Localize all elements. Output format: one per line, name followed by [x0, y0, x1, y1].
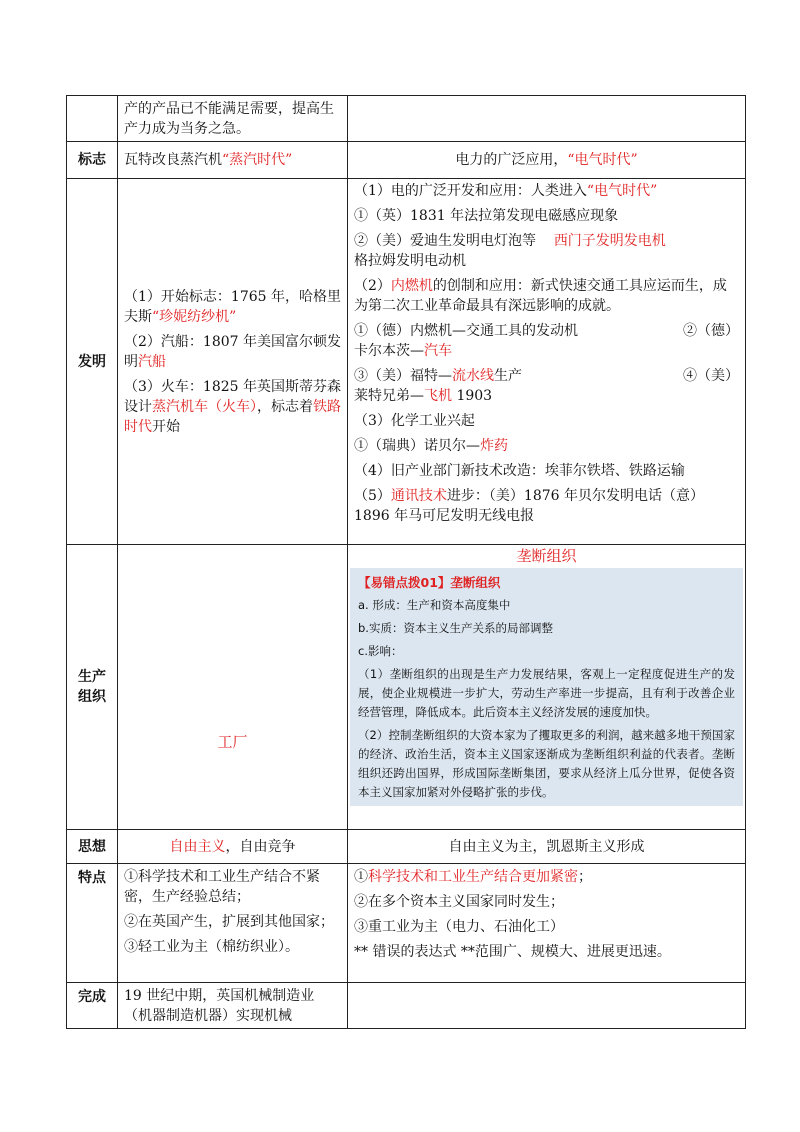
- faming-right-3-text: ②（美）爱迪生发明电灯泡等: [354, 233, 536, 249]
- cell-sixiang-right: 自由主义为主，凯恩斯主义形成: [348, 830, 746, 864]
- row-wancheng: [67, 983, 746, 1029]
- cell-continuation-left: [118, 96, 348, 142]
- biaozhi-left-red: “蒸汽时代”: [222, 152, 293, 168]
- biaozhi-right-red: “电气时代”: [567, 152, 638, 168]
- continuation-text: 产的产品已不能满足需要，提高生产力成为当务之急。: [124, 101, 334, 137]
- biaozhi-left-text: 瓦特改良蒸汽机: [124, 152, 222, 168]
- faming-left-1-red: “珍妮纺纱机”: [152, 308, 237, 325]
- row-sixiang: [67, 830, 746, 864]
- tip-paragraph-1: （1）垄断组织的出现是生产力发展结果，客观上一定程度促进生产的发展，使企业规模进一步扩大，劳动生产率进一步提高，且有利于改善企业经营管理，降低成本。此后资本主义经济发展的速度加快。: [358, 667, 735, 719]
- tip-item-a: a. 形成：生产和资本高度集中: [358, 598, 511, 612]
- tedian-right-1-b: ；: [578, 869, 592, 885]
- tedian-right-1-a: ①: [354, 869, 368, 885]
- tedian-right-4: ** 错误的表达式 **范围广、规模大、进展更迅速。: [354, 944, 671, 960]
- faming-left-3-text-a: （3）火车：1825 年英国斯蒂芬森设计: [124, 378, 341, 415]
- faming-left-2-red: 汽船: [138, 353, 166, 370]
- faming-left-3-text-b: ，标志着: [257, 398, 313, 415]
- faming-right-8-text: ①（瑞典）诺贝尔—: [354, 438, 480, 454]
- cell-faming-left: [118, 179, 348, 545]
- cell-tedian-left: [118, 864, 348, 983]
- cell-faming-right: [348, 179, 746, 545]
- faming-right-8-red: 炸药: [480, 438, 508, 454]
- faming-right-4-text-b: 的创制和应用：新式快速交通工具应运而生，成为第二次工业革命最具有深远影响的成就。: [354, 278, 727, 314]
- faming-right-10-text-b: 进步：（美）1876 年贝尔发明电话（意）1896 年马可尼发明无线电报: [354, 488, 704, 524]
- cell-wancheng-left: [118, 983, 348, 1029]
- row-label-faming: 发明: [67, 179, 118, 545]
- tip-title: 【易错点拨01】垄断组织: [358, 575, 501, 590]
- faming-right-2: ①（英）1831 年法拉第发现电磁感应现象: [354, 208, 619, 224]
- faming-right-10-red: 通讯技术: [390, 488, 447, 504]
- faming-right-6-red: 流水线: [452, 368, 494, 384]
- row-label-empty: [67, 96, 118, 142]
- faming-left-3: [124, 377, 341, 437]
- row-label-shengchan: [67, 545, 118, 830]
- faming-right-4-red: 内燃机: [390, 278, 433, 294]
- tedian-right-1-red: 科学技术和工业生产结合更加紧密: [368, 869, 578, 885]
- faming-right-3-red: 西门子发明发电机: [553, 233, 666, 249]
- biaozhi-right-text: 电力的广泛应用，: [455, 152, 568, 168]
- row-label-sixiang: 思想: [67, 830, 118, 864]
- row-label-shengchan-line2: 组织: [78, 689, 106, 705]
- faming-right-5-red: 汽车: [424, 343, 452, 359]
- faming-left-3-red2: 铁路时代: [124, 398, 341, 435]
- faming-left-2: [124, 332, 341, 372]
- faming-left-3-text-c: 开始: [152, 418, 180, 435]
- faming-right-8: [354, 436, 739, 456]
- tedian-right-3: ③重工业为主（电力、石油化工）: [354, 919, 564, 935]
- faming-right-6-text: ③（美）福特—: [354, 368, 452, 384]
- row-shengchan: [67, 545, 746, 830]
- monopoly-heading: 垄断组织: [516, 547, 577, 565]
- faming-right-4-text-a: （2）: [354, 278, 391, 294]
- faming-right-3: [354, 231, 739, 271]
- faming-right-7: （3）化学工业兴起: [354, 413, 475, 429]
- faming-right-10: [354, 486, 739, 526]
- faming-right-6-year: 1903: [452, 388, 493, 404]
- sixiang-left-text: ，自由竞争: [225, 838, 296, 855]
- row-label-shengchan-line1: 生产: [78, 669, 106, 685]
- tedian-left-3: ③轻工业为主（棉纺织业）。: [124, 939, 299, 955]
- row-biaozhi: [67, 142, 746, 179]
- cell-shengchan-right: [348, 545, 746, 830]
- row-tedian: [67, 864, 746, 983]
- tedian-right-2: ②在多个资本主义国家同时发生；: [354, 894, 564, 910]
- faming-right-5: [354, 321, 739, 361]
- cell-continuation-right: [348, 96, 746, 142]
- faming-right-6-right: ④（美）: [683, 368, 739, 384]
- faming-right-4: [354, 276, 739, 316]
- cell-sixiang-left: [118, 830, 348, 864]
- tedian-left-1: ①科学技术和工业生产结合不紧密，生产经验总结；: [124, 869, 320, 905]
- wancheng-left-text: 19 世纪中期，英国机械制造业（机器制造机器）实现机械: [124, 988, 315, 1024]
- mistake-tip-box: [350, 568, 743, 806]
- row-label-wancheng: 完成: [67, 983, 118, 1029]
- cell-tedian-right: [348, 864, 746, 983]
- cell-biaozhi-left: [118, 142, 348, 179]
- comparison-table: [66, 95, 746, 1029]
- faming-left-3-red1: 蒸汽机车（火车）: [152, 398, 257, 415]
- row-faming: [67, 179, 746, 545]
- faming-left-2-text: （2）汽船：1807 年美国富尔顿发明: [124, 333, 341, 370]
- faming-right-1-red: “电气时代”: [586, 183, 658, 199]
- faming-right-6: [354, 366, 739, 406]
- faming-right-9: （4）旧产业部门新技术改造：埃菲尔铁塔、铁路运输: [354, 463, 685, 479]
- tip-paragraph-2: （2）控制垄断组织的大资本家为了攫取更多的利润，越来越多地干预国家的经济、政治生活，资本主义国家逐渐成为垄断组织利益的代表者。垄断组织还跨出国界，形成国际垄断集团，要求从经济上瓜分世界，促使各资本主义国家加紧对外侵略扩张的步伐。: [358, 728, 735, 799]
- faming-right-1: [354, 181, 739, 201]
- factory-text: 工厂: [217, 732, 248, 751]
- tip-item-b: b.实质：资本主义生产关系的局部调整: [358, 621, 553, 635]
- cell-wancheng-right: [348, 983, 746, 1029]
- faming-right-6-after: 生产: [494, 368, 522, 384]
- liberalism-red: 自由主义: [169, 838, 226, 855]
- faming-right-1-text: （1）电的广泛开发和应用：人类进入: [354, 183, 587, 199]
- tedian-right-1: [354, 867, 739, 887]
- tip-item-c: c.影响：: [358, 644, 403, 658]
- faming-left-1: [124, 287, 341, 327]
- faming-right-10-text-a: （5）: [354, 488, 391, 504]
- faming-right-5-right: ②（德）: [683, 323, 739, 339]
- faming-right-6-red2: 飞机: [424, 388, 452, 404]
- faming-right-5-tail: 卡尔本茨—: [354, 343, 424, 359]
- faming-left-1-text: （1）开始标志：1765 年，哈格里夫斯: [124, 288, 341, 325]
- row-label-biaozhi: 标志: [67, 142, 118, 179]
- cell-shengchan-left: [118, 545, 348, 830]
- faming-right-5-text: ①（德）内燃机—交通工具的发动机: [354, 323, 578, 339]
- cell-biaozhi-right: [348, 142, 746, 179]
- row-label-tedian: 特点: [67, 864, 118, 983]
- row-continuation: [67, 96, 746, 142]
- faming-right-6-tail: 莱特兄弟—: [354, 388, 424, 404]
- faming-right-3-tail: 格拉姆发明电动机: [354, 253, 466, 269]
- tedian-left-2: ②在英国产生，扩展到其他国家；: [124, 914, 334, 930]
